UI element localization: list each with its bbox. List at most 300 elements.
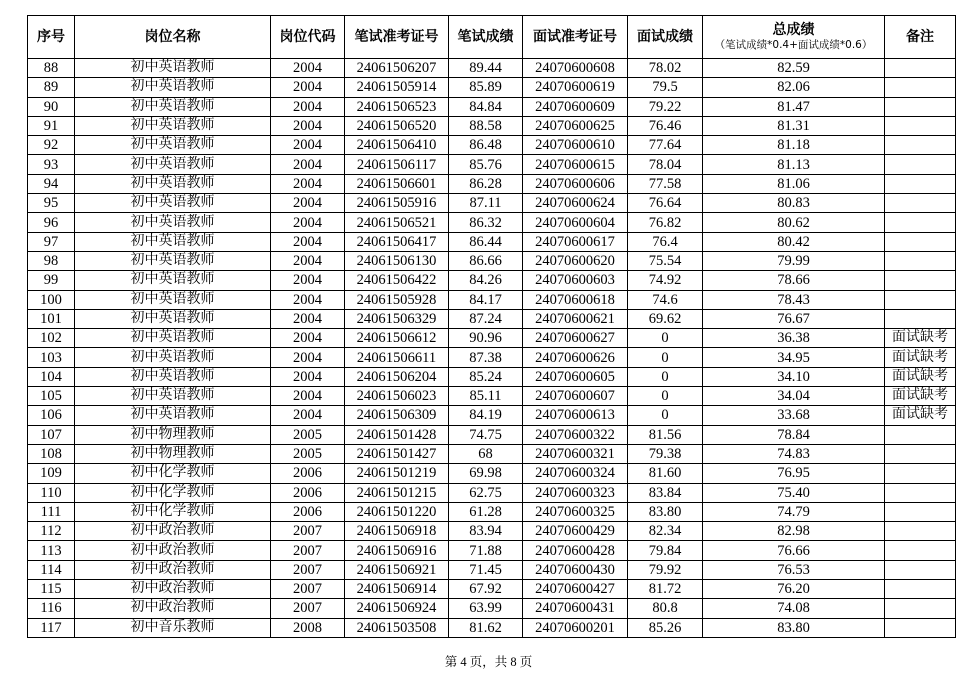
cell-total: 82.06 [703, 78, 885, 97]
cell-written-id: 24061506924 [345, 599, 449, 618]
cell-position: 初中英语教师 [75, 309, 271, 328]
cell-written-score: 86.44 [449, 232, 523, 251]
cell-written-score: 84.84 [449, 97, 523, 116]
cell-position: 初中物理教师 [75, 425, 271, 444]
cell-written-id: 24061506422 [345, 271, 449, 290]
cell-written-id: 24061506117 [345, 155, 449, 174]
cell-seq: 113 [28, 541, 75, 560]
cell-written-id: 24061505928 [345, 290, 449, 309]
cell-written-id: 24061506410 [345, 136, 449, 155]
cell-code: 2007 [271, 599, 345, 618]
cell-seq: 108 [28, 444, 75, 463]
cell-written-score: 86.48 [449, 136, 523, 155]
cell-interview-id: 24070600323 [523, 483, 628, 502]
table-row [28, 387, 956, 406]
cell-written-id: 24061506612 [345, 329, 449, 348]
cell-interview-id: 24070600321 [523, 444, 628, 463]
cell-code: 2004 [271, 387, 345, 406]
cell-interview-score: 76.4 [628, 232, 703, 251]
cell-remark [885, 541, 956, 560]
cell-code: 2006 [271, 464, 345, 483]
cell-written-score: 71.88 [449, 541, 523, 560]
cell-seq: 98 [28, 251, 75, 270]
cell-remark [885, 309, 956, 328]
cell-code: 2004 [271, 367, 345, 386]
cell-seq: 90 [28, 97, 75, 116]
cell-total: 81.13 [703, 155, 885, 174]
cell-written-id: 24061501220 [345, 502, 449, 521]
cell-written-id: 24061506918 [345, 522, 449, 541]
cell-code: 2004 [271, 348, 345, 367]
cell-interview-id: 24070600322 [523, 425, 628, 444]
cell-remark [885, 464, 956, 483]
cell-interview-id: 24070600430 [523, 560, 628, 579]
cell-written-id: 24061506601 [345, 174, 449, 193]
cell-seq: 97 [28, 232, 75, 251]
cell-total: 80.83 [703, 194, 885, 213]
cell-interview-score: 78.02 [628, 59, 703, 78]
cell-interview-score: 81.72 [628, 580, 703, 599]
cell-code: 2004 [271, 59, 345, 78]
cell-remark [885, 290, 956, 309]
cell-interview-score: 77.58 [628, 174, 703, 193]
cell-written-score: 86.66 [449, 251, 523, 270]
cell-code: 2006 [271, 502, 345, 521]
cell-interview-id: 24070600607 [523, 387, 628, 406]
cell-remark [885, 232, 956, 251]
cell-total: 74.79 [703, 502, 885, 521]
cell-seq: 103 [28, 348, 75, 367]
cell-position: 初中英语教师 [75, 367, 271, 386]
cell-seq: 104 [28, 367, 75, 386]
cell-interview-score: 0 [628, 406, 703, 425]
cell-position: 初中政治教师 [75, 522, 271, 541]
cell-total: 81.31 [703, 116, 885, 135]
cell-position: 初中音乐教师 [75, 618, 271, 637]
cell-written-id: 24061506023 [345, 387, 449, 406]
cell-total: 34.95 [703, 348, 885, 367]
cell-written-score: 89.44 [449, 59, 523, 78]
cell-seq: 96 [28, 213, 75, 232]
cell-interview-score: 69.62 [628, 309, 703, 328]
header-total-formula: （笔试成绩*0.4+面试成绩*0.6） [714, 39, 873, 51]
cell-total: 34.10 [703, 367, 885, 386]
cell-remark [885, 59, 956, 78]
cell-written-score: 86.28 [449, 174, 523, 193]
cell-interview-score: 76.64 [628, 194, 703, 213]
cell-interview-id: 24070600624 [523, 194, 628, 213]
cell-interview-id: 24070600625 [523, 116, 628, 135]
cell-code: 2007 [271, 541, 345, 560]
cell-position: 初中物理教师 [75, 444, 271, 463]
cell-interview-id: 24070600621 [523, 309, 628, 328]
cell-interview-id: 24070600603 [523, 271, 628, 290]
cell-written-id: 24061506329 [345, 309, 449, 328]
cell-interview-score: 74.92 [628, 271, 703, 290]
table-row [28, 425, 956, 444]
cell-seq: 95 [28, 194, 75, 213]
cell-remark: 面试缺考 [885, 348, 956, 367]
table-row [28, 560, 956, 579]
header-interview-score: 面试成绩 [628, 16, 703, 59]
cell-remark [885, 444, 956, 463]
cell-interview-id: 24070600620 [523, 251, 628, 270]
cell-interview-score: 0 [628, 348, 703, 367]
cell-position: 初中英语教师 [75, 271, 271, 290]
cell-written-score: 68 [449, 444, 523, 463]
cell-interview-score: 0 [628, 329, 703, 348]
cell-seq: 117 [28, 618, 75, 637]
table-row [28, 116, 956, 135]
cell-interview-id: 24070600325 [523, 502, 628, 521]
cell-written-score: 69.98 [449, 464, 523, 483]
cell-interview-score: 81.60 [628, 464, 703, 483]
cell-total: 74.08 [703, 599, 885, 618]
cell-position: 初中英语教师 [75, 329, 271, 348]
cell-seq: 107 [28, 425, 75, 444]
cell-code: 2004 [271, 155, 345, 174]
cell-written-score: 84.19 [449, 406, 523, 425]
cell-seq: 100 [28, 290, 75, 309]
cell-interview-score: 79.5 [628, 78, 703, 97]
cell-interview-id: 24070600613 [523, 406, 628, 425]
cell-written-score: 81.62 [449, 618, 523, 637]
cell-seq: 101 [28, 309, 75, 328]
cell-remark [885, 502, 956, 521]
cell-remark [885, 116, 956, 135]
cell-remark [885, 483, 956, 502]
cell-written-score: 90.96 [449, 329, 523, 348]
cell-total: 79.99 [703, 251, 885, 270]
cell-total: 76.53 [703, 560, 885, 579]
cell-position: 初中政治教师 [75, 580, 271, 599]
cell-position: 初中化学教师 [75, 464, 271, 483]
cell-interview-score: 75.54 [628, 251, 703, 270]
cell-remark [885, 580, 956, 599]
cell-written-id: 24061503508 [345, 618, 449, 637]
cell-written-score: 61.28 [449, 502, 523, 521]
cell-written-score: 87.38 [449, 348, 523, 367]
table-row [28, 251, 956, 270]
header-written-id: 笔试准考证号 [345, 16, 449, 59]
cell-total: 81.06 [703, 174, 885, 193]
header-position: 岗位名称 [75, 16, 271, 59]
cell-position: 初中英语教师 [75, 348, 271, 367]
cell-position: 初中政治教师 [75, 541, 271, 560]
cell-written-id: 24061506611 [345, 348, 449, 367]
cell-total: 82.98 [703, 522, 885, 541]
cell-total: 74.83 [703, 444, 885, 463]
cell-interview-id: 24070600609 [523, 97, 628, 116]
cell-written-id: 24061506921 [345, 560, 449, 579]
table-row [28, 78, 956, 97]
cell-position: 初中化学教师 [75, 502, 271, 521]
cell-written-id: 24061501219 [345, 464, 449, 483]
cell-written-score: 85.76 [449, 155, 523, 174]
cell-total: 76.20 [703, 580, 885, 599]
cell-written-score: 87.11 [449, 194, 523, 213]
cell-total: 78.43 [703, 290, 885, 309]
cell-interview-score: 83.80 [628, 502, 703, 521]
cell-total: 76.66 [703, 541, 885, 560]
cell-interview-id: 24070600201 [523, 618, 628, 637]
cell-interview-id: 24070600618 [523, 290, 628, 309]
cell-interview-score: 76.82 [628, 213, 703, 232]
cell-written-id: 24061506309 [345, 406, 449, 425]
cell-total: 82.59 [703, 59, 885, 78]
cell-written-score: 67.92 [449, 580, 523, 599]
cell-remark [885, 560, 956, 579]
cell-interview-score: 74.6 [628, 290, 703, 309]
cell-interview-id: 24070600604 [523, 213, 628, 232]
cell-remark [885, 425, 956, 444]
cell-position: 初中英语教师 [75, 290, 271, 309]
table-row [28, 213, 956, 232]
cell-interview-id: 24070600615 [523, 155, 628, 174]
cell-position: 初中英语教师 [75, 194, 271, 213]
cell-interview-id: 24070600431 [523, 599, 628, 618]
cell-written-score: 84.17 [449, 290, 523, 309]
cell-written-score: 62.75 [449, 483, 523, 502]
cell-written-score: 83.94 [449, 522, 523, 541]
cell-code: 2004 [271, 309, 345, 328]
cell-code: 2006 [271, 483, 345, 502]
table-row [28, 367, 956, 386]
cell-interview-id: 24070600608 [523, 59, 628, 78]
cell-total: 80.62 [703, 213, 885, 232]
cell-seq: 111 [28, 502, 75, 521]
cell-interview-id: 24070600610 [523, 136, 628, 155]
cell-interview-id: 24070600617 [523, 232, 628, 251]
header-total-label: 总成绩 [772, 22, 815, 38]
cell-seq: 88 [28, 59, 75, 78]
table-row [28, 232, 956, 251]
cell-interview-id: 24070600427 [523, 580, 628, 599]
cell-written-score: 87.24 [449, 309, 523, 328]
cell-remark [885, 599, 956, 618]
cell-position: 初中英语教师 [75, 213, 271, 232]
cell-remark [885, 271, 956, 290]
header-total [703, 16, 885, 59]
cell-seq: 114 [28, 560, 75, 579]
table-row [28, 464, 956, 483]
cell-remark: 面试缺考 [885, 329, 956, 348]
cell-total: 78.66 [703, 271, 885, 290]
cell-code: 2005 [271, 425, 345, 444]
cell-seq: 89 [28, 78, 75, 97]
table-row [28, 309, 956, 328]
header-seq: 序号 [28, 16, 75, 59]
cell-code: 2004 [271, 174, 345, 193]
cell-code: 2007 [271, 560, 345, 579]
cell-written-id: 24061506520 [345, 116, 449, 135]
cell-total: 34.04 [703, 387, 885, 406]
cell-interview-score: 80.8 [628, 599, 703, 618]
cell-remark [885, 174, 956, 193]
cell-interview-score: 82.34 [628, 522, 703, 541]
cell-total: 33.68 [703, 406, 885, 425]
cell-total: 36.38 [703, 329, 885, 348]
cell-written-score: 86.32 [449, 213, 523, 232]
cell-seq: 92 [28, 136, 75, 155]
cell-interview-id: 24070600626 [523, 348, 628, 367]
cell-code: 2004 [271, 116, 345, 135]
page-footer: 第 4 页，共 8 页 [444, 655, 533, 669]
cell-position: 初中英语教师 [75, 78, 271, 97]
table-row [28, 580, 956, 599]
table-row [28, 348, 956, 367]
cell-remark: 面试缺考 [885, 406, 956, 425]
cell-seq: 109 [28, 464, 75, 483]
cell-interview-score: 76.46 [628, 116, 703, 135]
table-row [28, 329, 956, 348]
cell-code: 2004 [271, 78, 345, 97]
header-remark: 备注 [885, 16, 956, 59]
cell-remark [885, 618, 956, 637]
header-written-score: 笔试成绩 [449, 16, 523, 59]
table-row [28, 174, 956, 193]
table-row [28, 599, 956, 618]
cell-remark: 面试缺考 [885, 387, 956, 406]
cell-code: 2004 [271, 406, 345, 425]
cell-seq: 116 [28, 599, 75, 618]
cell-total: 81.18 [703, 136, 885, 155]
cell-position: 初中英语教师 [75, 155, 271, 174]
cell-remark [885, 136, 956, 155]
cell-remark [885, 522, 956, 541]
cell-interview-score: 79.92 [628, 560, 703, 579]
cell-code: 2004 [271, 290, 345, 309]
cell-written-id: 24061506523 [345, 97, 449, 116]
table-row [28, 194, 956, 213]
cell-interview-id: 24070600627 [523, 329, 628, 348]
cell-seq: 99 [28, 271, 75, 290]
cell-total: 80.42 [703, 232, 885, 251]
cell-seq: 110 [28, 483, 75, 502]
cell-interview-id: 24070600428 [523, 541, 628, 560]
cell-code: 2004 [271, 251, 345, 270]
table-row [28, 502, 956, 521]
cell-written-id: 24061505916 [345, 194, 449, 213]
cell-code: 2005 [271, 444, 345, 463]
cell-position: 初中英语教师 [75, 406, 271, 425]
cell-written-id: 24061506204 [345, 367, 449, 386]
cell-interview-score: 79.22 [628, 97, 703, 116]
cell-seq: 102 [28, 329, 75, 348]
cell-total: 75.40 [703, 483, 885, 502]
cell-written-score: 84.26 [449, 271, 523, 290]
table-row [28, 618, 956, 637]
cell-position: 初中英语教师 [75, 136, 271, 155]
cell-remark [885, 194, 956, 213]
cell-code: 2007 [271, 522, 345, 541]
cell-interview-score: 78.04 [628, 155, 703, 174]
table-row [28, 444, 956, 463]
cell-code: 2004 [271, 329, 345, 348]
header-interview-id: 面试准考证号 [523, 16, 628, 59]
cell-position: 初中英语教师 [75, 387, 271, 406]
table-body [28, 59, 956, 638]
table-row [28, 136, 956, 155]
cell-position: 初中英语教师 [75, 116, 271, 135]
cell-written-id: 24061501427 [345, 444, 449, 463]
cell-written-score: 85.89 [449, 78, 523, 97]
table-row [28, 522, 956, 541]
cell-code: 2004 [271, 136, 345, 155]
cell-interview-score: 79.38 [628, 444, 703, 463]
cell-written-id: 24061506914 [345, 580, 449, 599]
cell-remark [885, 251, 956, 270]
cell-code: 2004 [271, 213, 345, 232]
cell-written-score: 71.45 [449, 560, 523, 579]
cell-interview-score: 0 [628, 367, 703, 386]
cell-written-id: 24061501428 [345, 425, 449, 444]
cell-interview-score: 0 [628, 387, 703, 406]
cell-seq: 106 [28, 406, 75, 425]
table-row [28, 290, 956, 309]
cell-remark [885, 78, 956, 97]
cell-written-score: 63.99 [449, 599, 523, 618]
cell-written-score: 85.24 [449, 367, 523, 386]
cell-position: 初中政治教师 [75, 560, 271, 579]
score-table [27, 15, 956, 638]
cell-code: 2004 [271, 194, 345, 213]
cell-interview-score: 81.56 [628, 425, 703, 444]
header-code: 岗位代码 [271, 16, 345, 59]
cell-interview-id: 24070600324 [523, 464, 628, 483]
table-row [28, 59, 956, 78]
cell-written-id: 24061506521 [345, 213, 449, 232]
cell-interview-score: 77.64 [628, 136, 703, 155]
table-row [28, 541, 956, 560]
cell-position: 初中英语教师 [75, 232, 271, 251]
cell-position: 初中英语教师 [75, 251, 271, 270]
cell-position: 初中政治教师 [75, 599, 271, 618]
table-row [28, 155, 956, 174]
header-row [28, 16, 956, 59]
cell-position: 初中英语教师 [75, 97, 271, 116]
cell-seq: 112 [28, 522, 75, 541]
cell-seq: 91 [28, 116, 75, 135]
cell-total: 81.47 [703, 97, 885, 116]
cell-written-id: 24061506417 [345, 232, 449, 251]
cell-total: 83.80 [703, 618, 885, 637]
table-row [28, 97, 956, 116]
table-header [28, 16, 956, 59]
cell-written-id: 24061501215 [345, 483, 449, 502]
cell-interview-id: 24070600619 [523, 78, 628, 97]
cell-total: 76.67 [703, 309, 885, 328]
cell-position: 初中化学教师 [75, 483, 271, 502]
cell-written-id: 24061506916 [345, 541, 449, 560]
table-row [28, 271, 956, 290]
cell-written-score: 88.58 [449, 116, 523, 135]
cell-seq: 105 [28, 387, 75, 406]
cell-code: 2004 [271, 271, 345, 290]
cell-total: 78.84 [703, 425, 885, 444]
cell-interview-id: 24070600606 [523, 174, 628, 193]
cell-total: 76.95 [703, 464, 885, 483]
cell-interview-id: 24070600605 [523, 367, 628, 386]
cell-interview-score: 83.84 [628, 483, 703, 502]
cell-remark: 面试缺考 [885, 367, 956, 386]
cell-written-id: 24061506207 [345, 59, 449, 78]
cell-code: 2007 [271, 580, 345, 599]
cell-code: 2004 [271, 97, 345, 116]
cell-interview-id: 24070600429 [523, 522, 628, 541]
cell-remark [885, 213, 956, 232]
table-row [28, 483, 956, 502]
